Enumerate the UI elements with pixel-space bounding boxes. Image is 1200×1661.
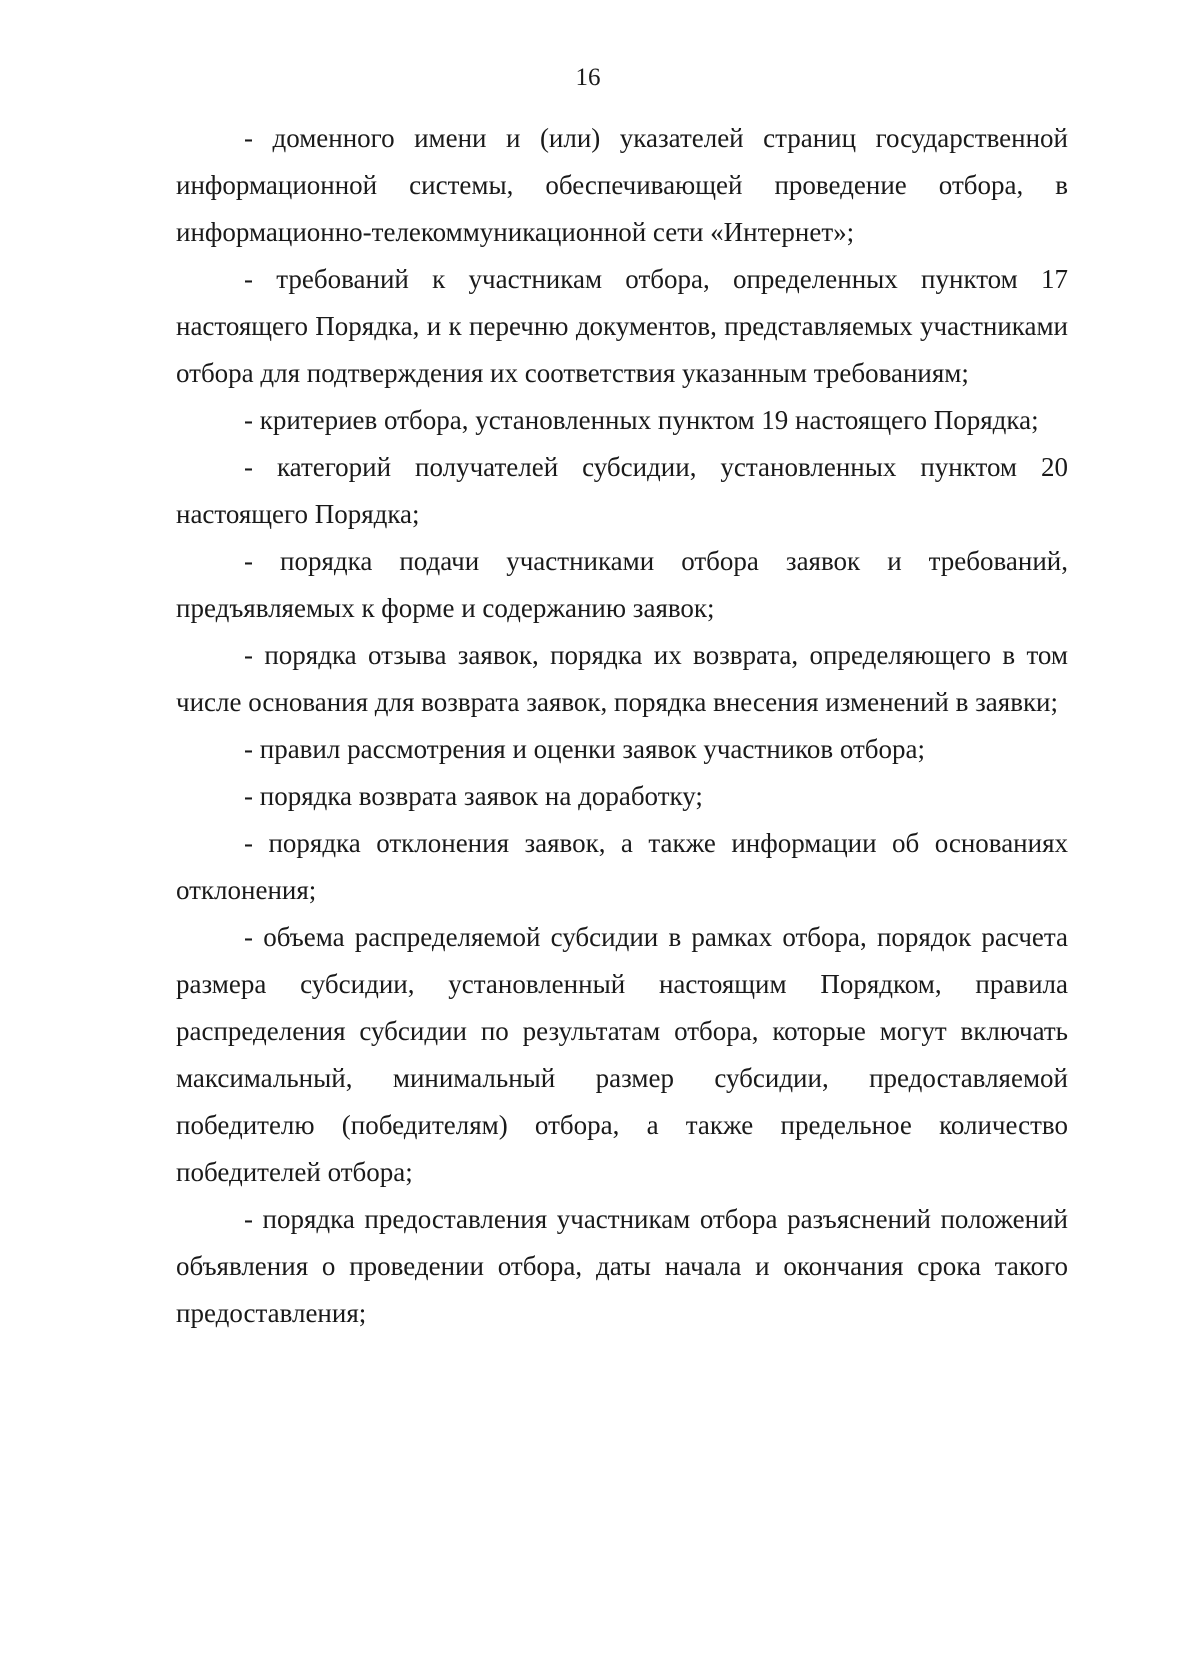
paragraph-review-rules: - правил рассмотрения и оценки заявок участников отбора; — [244, 734, 926, 764]
paragraph-application-submission: - порядка подачи участниками отбора заявок и требований, предъявляемых к форме и содержанию заявок; — [176, 546, 1068, 623]
paragraph-participant-requirements: - требований к участникам отбора, определенных пунктом 17 настоящего Порядка, и к перечню документов, представляемых участниками отбора для подтверждения их соответствия указанным требованиям; — [176, 264, 1068, 388]
paragraph-return-for-revision: - порядка возврата заявок на доработку; — [244, 781, 703, 811]
paragraph-subsidy-volume: - объема распределяемой субсидии в рамках отбора, порядок расчета размера субсидии, установленный настоящим Порядком, правила распределения субсидии по результатам отбора, которые могут включать максимальный, минимальный размер субсидии, предоставляемой победителю (победителям) отбора, а также предельное количество победителей отбора; — [176, 922, 1068, 1187]
paragraph-recipient-categories: - категорий получателей субсидии, установленных пунктом 20 настоящего Порядка; — [176, 452, 1068, 529]
paragraph-application-rejection: - порядка отклонения заявок, а также информации об основаниях отклонения; — [176, 828, 1068, 905]
document-body — [176, 115, 1068, 1337]
paragraph-selection-criteria: - критериев отбора, установленных пунктом 19 настоящего Порядка; — [244, 405, 1039, 435]
paragraph-application-withdrawal: - порядка отзыва заявок, порядка их возврата, определяющего в том числе основания для возврата заявок, порядка внесения изменений в заявки; — [176, 640, 1068, 717]
paragraph-clarifications: - порядка предоставления участникам отбора разъяснений положений объявления о проведении отбора, даты начала и окончания срока такого предоставления; — [176, 1204, 1068, 1328]
page-number: 16 — [575, 64, 601, 91]
paragraph-domain-name: - доменного имени и (или) указателей страниц государственной информационной системы, обеспечивающей проведение отбора, в информационно-телекоммуникационной сети «Интернет»; — [176, 123, 1068, 247]
